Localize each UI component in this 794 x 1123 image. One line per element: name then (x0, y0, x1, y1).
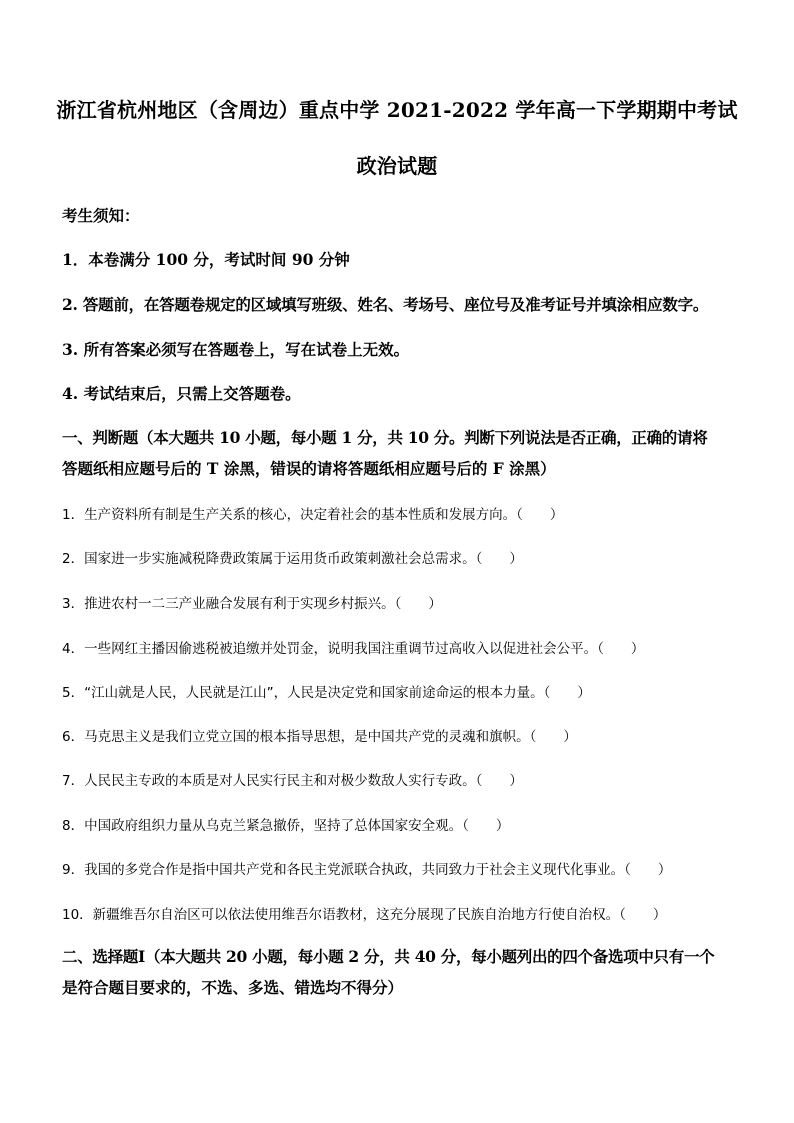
judgment-question: 9．我国的多党合作是指中国共产党和各民主党派联合执政，共同致力于社会主义现代化事业。（ ） (62, 862, 672, 878)
judgment-question: 1．生产资料所有制是生产关系的核心，决定着社会的基本性质和发展方向。（ ） (62, 507, 564, 523)
judgment-question: 10．新疆维吾尔自治区可以依法使用维吾尔语教材，这充分展现了民族自治地方行使自治权。（ ） (62, 907, 667, 923)
judgment-question: 5．“江山就是人民，人民就是江山”，人民是决定党和国家前途命运的根本力量。（ ） (62, 685, 591, 701)
exam-subject-title: 政治试题 (356, 154, 438, 178)
section2-heading: 二、选择题Ⅰ（本大题共 20 小题，每小题 2 分，共 40 分，每小题列出的四个备选项中只有一个 (62, 947, 715, 966)
exam-title: 浙江省杭州地区（含周边）重点中学 2021-2022 学年高一下学期期中考试 (56, 98, 738, 122)
section1-heading-cont: 答题纸相应题号后的 T 涂黑，错误的请将答题纸相应题号后的 F 涂黑） (62, 459, 556, 478)
judgment-question: 2．国家进一步实施减税降费政策属于运用货币政策刺激社会总需求。（ ） (62, 551, 523, 567)
section2-heading-cont: 是符合题目要求的，不选、多选、错选均不得分） (62, 978, 404, 997)
instructions-heading: 考生须知： (62, 206, 140, 225)
judgment-question: 7．人民民主专政的本质是对人民实行民主和对极少数敌人实行专政。（ ） (62, 773, 523, 789)
section1-heading: 一、判断题（本大题共 10 小题，每小题 1 分，共 10 分。判断下列说法是否正确，正确的请将 (62, 428, 708, 447)
instruction-item: 2. 答题前，在答题卷规定的区域填写班级、姓名、考场号、座位号及准考证号并填涂相应数字。 (62, 295, 709, 314)
judgment-question: 3．推进农村一二三产业融合发展有利于实现乡村振兴。（ ） (62, 596, 442, 612)
judgment-question: 4．一些网红主播因偷逃税被追缴并处罚金，说明我国注重调节过高收入以促进社会公平。（ ） (62, 641, 645, 657)
instruction-item: 3. 所有答案必须写在答题卷上，写在试卷上无效。 (62, 340, 410, 359)
instruction-item: 1．本卷满分 100 分，考试时间 90 分钟 (62, 250, 350, 269)
judgment-question: 8．中国政府组织力量从乌克兰紧急撤侨，坚持了总体国家安全观。（ ） (62, 818, 510, 834)
judgment-question: 6．马克思主义是我们立党立国的根本指导思想，是中国共产党的灵魂和旗帜。（ ） (62, 729, 577, 745)
instruction-item: 4. 考试结束后，只需上交答题卷。 (62, 384, 301, 403)
